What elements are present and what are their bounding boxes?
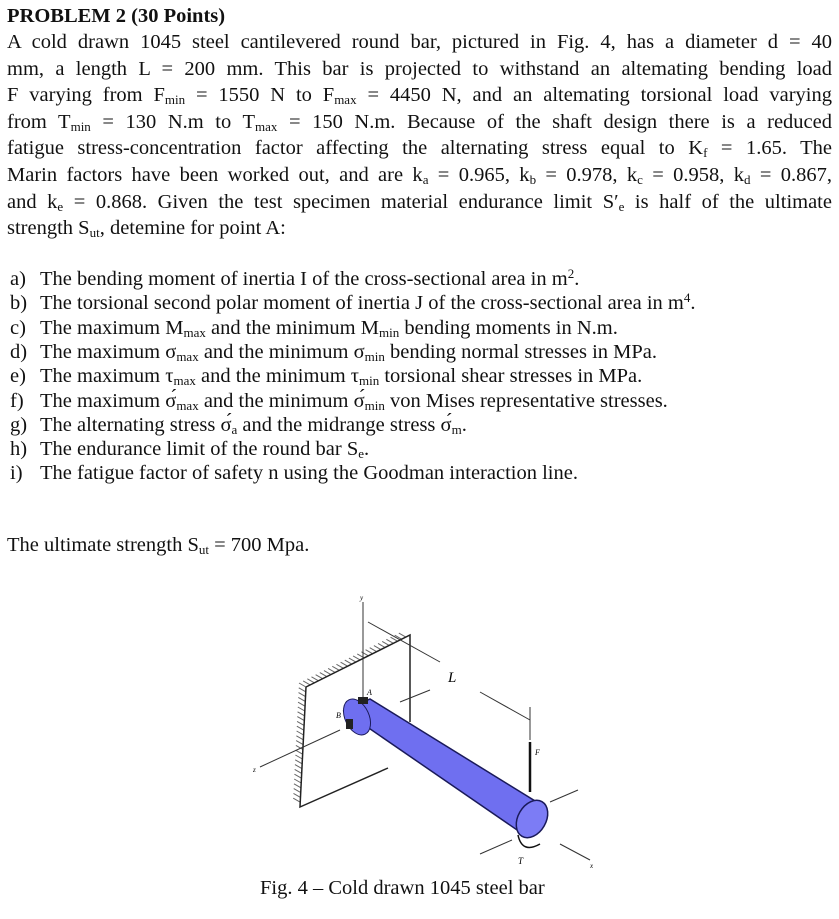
text-segment: = 0.958, k bbox=[642, 164, 745, 186]
text-segment: = 1550 N to F bbox=[185, 84, 335, 107]
text-segment: = 700 Mpa. bbox=[209, 534, 310, 556]
subscript: min bbox=[70, 118, 91, 134]
paragraph-line bbox=[7, 30, 832, 54]
dimension-line-2 bbox=[480, 692, 530, 720]
text-segment: from T bbox=[7, 110, 71, 133]
superscript: 4 bbox=[683, 290, 691, 306]
question-item bbox=[10, 340, 657, 364]
superscript: 2 bbox=[567, 266, 575, 281]
text-segment: and the minimum σ́ bbox=[198, 389, 365, 412]
text-segment: = 0.978, k bbox=[536, 164, 638, 186]
question-item bbox=[10, 413, 467, 437]
subscript: max bbox=[176, 348, 199, 364]
question-item bbox=[10, 364, 642, 388]
question-label: e) bbox=[10, 365, 26, 388]
text-segment: and the minimum σ bbox=[198, 340, 365, 363]
figure-caption: Fig. 4 – Cold drawn 1045 steel bar bbox=[260, 877, 545, 899]
text-segment: The maximum τ bbox=[40, 365, 174, 388]
question-item bbox=[10, 316, 618, 340]
text-segment: torsional shear stresses in MPa. bbox=[379, 365, 643, 388]
subscript: max bbox=[183, 324, 206, 340]
text-segment: . bbox=[574, 268, 580, 290]
text-segment: Marin factors have been worked out, and are k bbox=[7, 164, 423, 186]
label-y: y bbox=[360, 594, 364, 602]
label-f: F bbox=[535, 748, 540, 757]
text-segment: = 1.65. The bbox=[707, 137, 832, 160]
point-b-marker bbox=[346, 719, 353, 729]
question-label: h) bbox=[10, 438, 28, 461]
text-segment: A cold drawn 1045 steel cantilevered round bar, pictured in Fig. 4, has a diameter d = 40 bbox=[7, 31, 832, 53]
paragraph-line bbox=[7, 110, 832, 134]
question-item bbox=[10, 291, 695, 315]
axis-cross-2 bbox=[480, 840, 512, 854]
subscript: max bbox=[254, 118, 278, 134]
text-segment: and k bbox=[7, 190, 58, 213]
paragraph-line bbox=[7, 163, 832, 187]
subscript: min bbox=[364, 348, 385, 364]
subscript: f bbox=[703, 145, 708, 161]
subscript: ut bbox=[89, 225, 100, 241]
text-segment: F varying from F bbox=[7, 84, 165, 107]
text-segment: = 150 N.m. Because of the shaft design there is a reduced bbox=[277, 110, 832, 133]
label-z: z bbox=[253, 766, 256, 774]
question-item bbox=[10, 389, 668, 413]
label-l: L bbox=[448, 670, 457, 686]
text-segment: bending normal stresses in MPa. bbox=[384, 340, 658, 363]
x-axis bbox=[560, 844, 590, 860]
subscript: min bbox=[378, 324, 400, 340]
question-label: i) bbox=[10, 462, 23, 485]
text-segment: . bbox=[690, 292, 696, 315]
text-segment: von Mises representative stresses. bbox=[384, 389, 668, 412]
question-label: c) bbox=[10, 316, 26, 339]
text-segment: The endurance limit of the round bar S bbox=[40, 438, 359, 461]
label-a: A bbox=[367, 688, 372, 697]
text-segment: The ultimate strength S bbox=[7, 534, 199, 556]
subscript: min bbox=[359, 373, 380, 389]
question-item bbox=[10, 267, 579, 291]
text-segment: The bending moment of inertia I of the cross-sectional area in m bbox=[40, 268, 568, 290]
question-label: a) bbox=[10, 268, 26, 290]
text-segment: is half of the ultimate bbox=[624, 190, 832, 213]
subscript: e bbox=[618, 198, 625, 214]
text-segment: mm, a length L = 200 mm. This bar is projected to withstand an altemating bending load bbox=[7, 57, 832, 80]
text-segment: = 0.867, bbox=[750, 164, 833, 186]
subscript: b bbox=[529, 172, 537, 187]
subscript: e bbox=[57, 198, 64, 214]
question-label: b) bbox=[10, 292, 28, 315]
bar-body bbox=[344, 699, 540, 832]
text-segment: = 4450 N, and an altemating torsional load varying bbox=[356, 84, 833, 107]
text-segment: = 0.868. Given the test specimen material endurance limit S′ bbox=[63, 190, 619, 213]
text-segment: The maximum M bbox=[40, 316, 184, 339]
paragraph-line bbox=[7, 216, 832, 240]
subscript: ut bbox=[198, 542, 209, 557]
subscript: max bbox=[173, 373, 196, 389]
cantilever-bar-figure bbox=[250, 592, 610, 872]
label-t: T bbox=[518, 856, 524, 866]
text-segment: , detemine for point A: bbox=[99, 217, 286, 240]
label-b: B bbox=[336, 711, 341, 720]
point-a-marker bbox=[358, 697, 368, 704]
subscript: min bbox=[164, 92, 186, 108]
text-segment: = 0.965, k bbox=[428, 164, 530, 186]
text-segment: strength S bbox=[7, 217, 90, 240]
axis-line bbox=[400, 690, 430, 702]
subscript: a bbox=[231, 421, 238, 437]
axis-cross bbox=[550, 790, 578, 802]
text-segment: The fatigue factor of safety n using the Goodman interaction line. bbox=[40, 462, 578, 485]
subscript: max bbox=[334, 92, 357, 108]
subscript: m bbox=[451, 421, 462, 437]
dimension-line-1 bbox=[368, 622, 440, 662]
text-segment: . bbox=[461, 413, 467, 436]
subscript: max bbox=[176, 397, 199, 413]
question-label: f) bbox=[10, 389, 24, 412]
text-segment: The maximum σ́ bbox=[40, 389, 177, 412]
text-segment: The torsional second polar moment of inertia J of the cross-sectional area in m bbox=[40, 292, 684, 315]
paragraph-line bbox=[7, 136, 832, 160]
text-segment: The alternating stress σ́ bbox=[40, 413, 232, 436]
text-segment: The maximum σ bbox=[40, 340, 177, 363]
text-segment: bending moments in N.m. bbox=[399, 316, 618, 339]
paragraph-line bbox=[7, 83, 832, 107]
text-segment: and the minimum M bbox=[205, 316, 379, 339]
question-label: g) bbox=[10, 413, 28, 436]
subscript: min bbox=[364, 397, 385, 413]
text-segment: and the midrange stress σ́ bbox=[237, 413, 452, 436]
ultimate-strength-note bbox=[7, 533, 832, 557]
text-segment: and the minimum τ bbox=[195, 365, 359, 388]
label-x: x bbox=[590, 862, 594, 870]
question-label: d) bbox=[10, 340, 28, 363]
question-item bbox=[10, 437, 369, 461]
subscript: d bbox=[744, 172, 751, 187]
z-axis bbox=[260, 730, 340, 767]
subscript: a bbox=[422, 172, 429, 187]
paragraph-line bbox=[7, 57, 832, 81]
subscript: e bbox=[358, 446, 365, 462]
problem-title: PROBLEM 2 (30 Points) bbox=[7, 5, 226, 27]
text-segment: = 130 N.m to T bbox=[90, 110, 255, 133]
subscript: c bbox=[637, 172, 643, 187]
text-segment: . bbox=[364, 438, 370, 461]
text-segment: fatigue stress-concentration factor affecting the alternating stress equal to K bbox=[7, 137, 704, 160]
paragraph-line bbox=[7, 190, 832, 214]
question-item bbox=[10, 461, 578, 485]
